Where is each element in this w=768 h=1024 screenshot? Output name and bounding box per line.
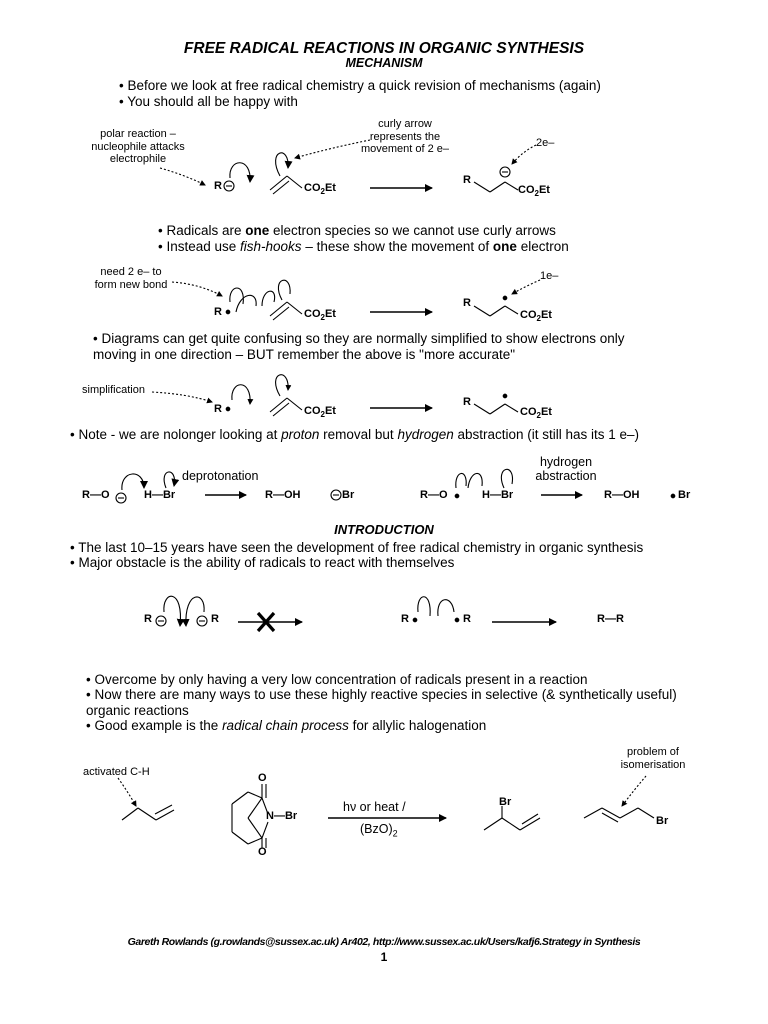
dashed-pointer-activated [118,778,136,806]
curly-arrow-2 [276,153,289,176]
radical-dot-4b [671,494,675,498]
note-hydrogen-abstraction: • Note - we are nolonger looking at proton removal but hydrogen abstraction (it still has its 1 e–) [70,427,640,442]
alkene-3 [270,398,302,416]
label-deprotonation: deprotonation [182,469,259,483]
bullet-revision: • Before we look at free radical chemistry a quick revision of mechanisms (again) [119,78,601,93]
nbs-ring [232,784,268,848]
bullet-good-example: • Good example is the radical chain process for allylic halogenation [86,718,487,733]
annotation-simplification: simplification [82,384,145,396]
bullet-radicals-one-electron: • Radicals are one electron species so we cannot use curly arrows [158,223,556,238]
label-hbr-2: H—Br [482,489,514,501]
annotation-polar-reaction: polar reaction – nucleophile attacks electrophile [91,128,185,165]
label-co2et-1: $CO_2Et$ [304,182,336,197]
curly-arrow-4a [122,474,144,490]
label-r-radical-2: R [214,306,222,318]
section-heading-introduction: INTRODUCTION [334,522,434,537]
dashed-pointer-need-2e [172,282,222,296]
radical-dot-3b [503,394,507,398]
butene-skeleton [122,805,174,820]
bullet-fish-hooks: • Instead use fish-hooks – these show the movement of one electron [158,239,569,254]
product-chain-1 [474,182,518,192]
radical-dot-5b [455,618,459,622]
minus-charge-icon-1 [224,181,234,191]
label-r-radical-5a: R [401,613,409,625]
product-chain-2 [474,306,518,316]
label-nbs-o-top: O [258,772,267,784]
section-subtitle: MECHANISM [345,56,423,70]
product-chain-3 [474,404,518,414]
annotation-need-2e: need 2 e– to form new bond [94,266,168,291]
radical-dot-4a [455,494,459,498]
label-product-r-2: R [463,297,471,309]
annotation-curly-arrow: curly arrow represents the movement of 2 e– [360,118,450,155]
fish-hook-3a [232,385,250,404]
label-co2et-4: $CO_2Et$ [520,309,552,324]
dashed-pointer-curly [295,140,370,158]
bullet-intro-development: • The last 10–15 years have seen the development of free radical chemistry in organic synthesis [70,540,644,555]
label-br-radical: Br [678,489,691,501]
label-product-r-1: R [463,174,471,186]
annotation-activated-ch: activated C-H [83,766,150,778]
label-conditions-top: hν or heat / [343,800,406,814]
label-br-product-1: Br [499,796,512,808]
minus-charge-icon-2 [500,167,510,177]
bullet-happy: • You should all be happy with [119,94,298,109]
page-title: FREE RADICAL REACTIONS IN ORGANIC SYNTHESIS [183,40,585,57]
fish-hook-2a [230,288,243,304]
label-roh-1: R—OH [265,489,301,501]
label-br-product-2: Br [656,815,669,827]
label-r-anion-5b: R [211,613,219,625]
label-r-radical-3: R [214,403,222,415]
product-linear-bromide [584,808,654,822]
label-product-r-3: R [463,396,471,408]
label-r-anion-5a: R [144,613,152,625]
curly-arrow-5b [186,597,204,626]
bullet-diagrams-line2: moving in one direction – BUT remember the above is "more accurate" [93,347,516,362]
label-br-anion: Br [342,489,355,501]
label-nbs-n-br: N—Br [266,810,298,822]
fish-hook-3b [276,375,289,396]
minus-charge-icon-3 [116,493,126,503]
radical-dot-2a [226,310,230,314]
alkene-1 [270,176,302,194]
label-nbs-o-bottom: O [258,846,267,858]
minus-charge-icon-5b [197,616,207,626]
page-number: 1 [380,950,388,964]
bullet-diagrams-line1: • Diagrams can get quite confusing so they are normally simplified to show electrons only [93,331,625,346]
minus-charge-icon-4 [331,490,341,500]
label-co2et-5: $CO_2Et$ [304,405,336,420]
minus-charge-icon-5a [156,616,166,626]
fish-hook-2b [236,295,256,312]
radical-dot-3a [226,407,230,411]
fish-hook-2d [278,280,290,300]
fish-hook-5b [438,600,454,616]
radical-dot-5a [413,618,417,622]
dashed-pointer-1e [512,280,540,294]
dashed-pointer-2e [512,145,536,164]
alkene-2 [270,302,302,320]
fish-hook-4c [501,469,512,488]
radical-dot-2b [503,296,507,300]
label-hbr-1: H—Br [144,489,176,501]
label-co2et-2: $CO_2Et$ [518,184,550,199]
fish-hook-5a [418,597,430,616]
bullet-low-concentration: • Overcome by only having a very low concentration of radicals present in a reaction [86,672,588,687]
label-hydrogen-abstraction: hydrogen abstraction [535,455,597,483]
label-r-anion: R [214,180,222,192]
fish-hook-2c [262,291,275,306]
fish-hook-4a [456,473,466,488]
label-roh-2: R—OH [604,489,640,501]
dashed-pointer-polar [160,168,205,185]
label-r-radical-5b: R [463,613,471,625]
label-conditions-bottom: $(BzO)_2$ [360,822,398,839]
curly-arrow-1 [230,163,250,182]
dashed-pointer-isomerisation [622,776,646,806]
label-co2et-3: $CO_2Et$ [304,308,336,323]
label-co2et-6: $CO_2Et$ [520,406,552,421]
product-branched-bromide [484,806,540,830]
label-ro-radical: R—O [420,489,448,501]
label-ro-anion: R—O [82,489,110,501]
annotation-1e: 1e– [540,270,559,282]
label-r-r-product: R—R [597,613,624,625]
dashed-pointer-simplification [152,392,212,402]
annotation-2e: 2e– [536,137,555,149]
bullet-intro-obstacle: • Major obstacle is the ability of radicals to react with themselves [70,555,455,570]
footer-credit: Gareth Rowlands (g.rowlands@sussex.ac.uk) Ar402, http://www.sussex.ac.uk/Users/kafj6.Strategy in Synthesis [127,936,641,948]
curly-arrow-4b [164,472,174,488]
annotation-problem-isomerisation: problem of isomerisation [620,746,686,771]
bullet-many-ways: • Now there are many ways to use these highly reactive species in selective (& synthetically useful) organic reactions [86,687,677,718]
fish-hook-4b [468,473,482,488]
